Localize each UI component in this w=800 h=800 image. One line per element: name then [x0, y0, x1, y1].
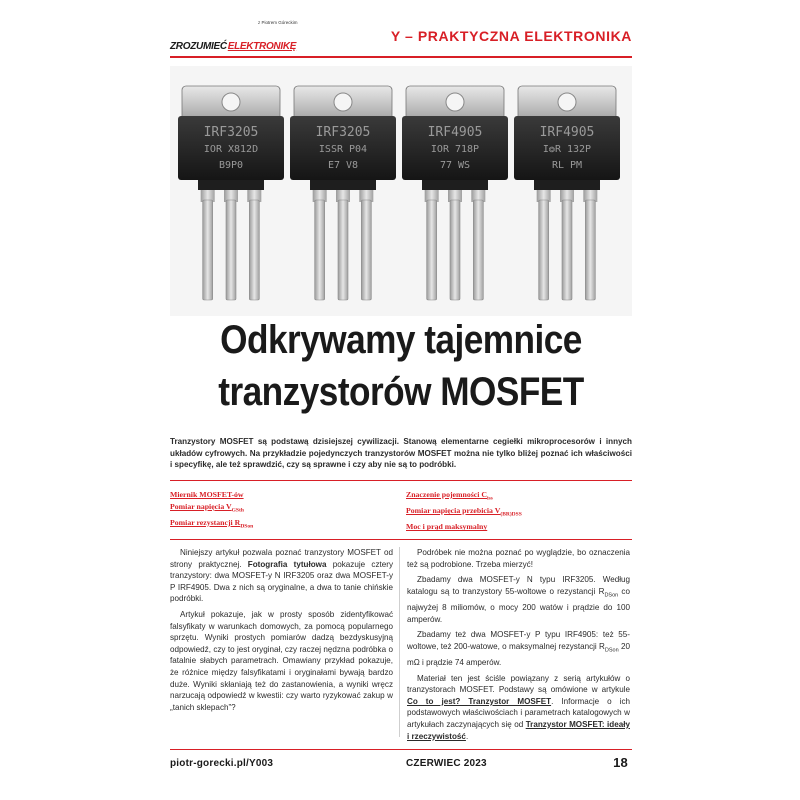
mounting-hole	[222, 93, 240, 111]
transistor-marking: I❂R 132P	[542, 144, 592, 155]
body-paragraph: Niniejszy artykuł pozwala poznać tranzystory MOSFET od strony praktycznej. Fotografia tytułowa pokazuje cztery tranzystory: dwa MOSFET-y N IRF3205 oraz dwa MOSFET-y P IRF4905. Dwa z nich są oryginalne, a dwa to tanie chińskie podróbki.	[170, 548, 393, 604]
footer-date: CZERWIEC 2023	[406, 758, 487, 769]
transistor-leg	[585, 200, 595, 300]
transistor-marking: IRF3205	[315, 125, 371, 140]
body-paragraph: Materiał ten jest ściśle powiązany z serią artykułów o tranzystorach MOSFET. Podstawy są omówione w artykule Co to jest? Tranzystor MOSFET. Informacje o ich podstawowych właściwościach i parametrach katalogowych w artykułach zaczynających się od Tranzystor MOSFET: ideały i rzeczywistość.	[407, 673, 631, 741]
transistor-marking: E7 V8	[327, 160, 359, 171]
transistor-marking: B9P0	[218, 160, 244, 171]
mounting-hole	[558, 93, 576, 111]
page-number: 18	[613, 755, 628, 770]
lead-paragraph: Tranzystory MOSFET są podstawą dzisiejszej cywilizacji. Stanową elementarne cegiełki mikroprocesorów i innych układów cyfrowych. Na przykładzie pojedynczych tranzystorów MOSFET można nie tylko bliżej poznać ich właściwości i specyfikę, ale też sprawdzić, czy są sprawne i czy aby nie są to podróbki.	[170, 437, 632, 470]
title-photo	[170, 66, 632, 316]
transistor-marking: IOR 718P	[430, 144, 480, 155]
body-left-column	[170, 547, 393, 717]
transistor-leg	[226, 200, 236, 300]
link-pomiar-vgsth[interactable]: Pomiar napięcia $V_{GSth}$	[170, 501, 244, 514]
title-line-2: tranzystorów MOSFET	[218, 370, 584, 414]
logo-part-1: ZROZUMIEĆ	[170, 41, 227, 52]
body-paragraph: Podróbek nie można poznać po wyglądzie, bo oznaczenia też są podrobione. Trzeba mierzyć!	[407, 548, 630, 569]
link-moc-prad[interactable]: Moc i prąd maksymalny	[406, 522, 488, 532]
logo-subtitle: z Piotrem Góreckim	[258, 20, 298, 25]
transistor-leg	[361, 200, 371, 300]
article-links-box	[170, 480, 632, 540]
transistor-leg	[249, 200, 259, 300]
mounting-hole	[446, 93, 464, 111]
section-title: Y – PRAKTYCZNA ELEKTRONIKA	[390, 28, 632, 44]
transistor-leg	[338, 200, 348, 300]
footer-url[interactable]: piotr-gorecki.pl/Y003	[170, 758, 274, 769]
logo-part-2: ELEKTRONIKĘ	[227, 41, 297, 52]
transistors-photo	[170, 66, 632, 316]
magazine-logo	[170, 22, 296, 52]
body-paragraph: Zbadamy dwa MOSFET-y N typu IRF3205. Według katalogu są to tranzystory 55-woltowe o rezystancji $R_{DSon}$ co najwyżej 8 miliomów, o mocy 200 watów i prądzie do 100 amperów.	[407, 575, 630, 624]
transistor-marking: 77 WS	[439, 160, 471, 171]
transistor-marking: IRF3205	[203, 125, 259, 140]
link-pomiar-rdson[interactable]: Pomiar rezystancji $R_{DSon}$	[170, 517, 254, 530]
link-napiecie-przebicia[interactable]: Pomiar napięcia przebicia $V_{(BR)DSS}$	[406, 506, 522, 518]
body-right-column	[407, 547, 630, 746]
links-right-column	[406, 489, 522, 533]
mounting-hole	[334, 93, 352, 111]
transistor-marking: IRF4905	[539, 125, 595, 140]
link-miernik[interactable]: Miernik MOSFET-ów	[170, 490, 244, 499]
footer-rule	[170, 749, 632, 750]
transistor-base	[422, 180, 488, 190]
body-paragraph: Artykuł pokazuje, jak w prosty sposób zidentyfikować falsyfikaty w warunkach domowych, za pomocą popularnego sprzętu. Wyniki prostych pomiarów dadzą bezdyskusyjną odpowiedź, czy to jest oryginał, czy raczej nędzna podróbka o fatalnie słabych parametrach. Omawiany przykład pokazuje, że różnice między falsyfikatami i oryginałami bywają bardzo duże. Wyniki skłaniają też do zastanowienia, a wyniki wręcz narzucają odpowiedź w kwestii: czy warto ryzykować zakup w „tanich sklepach”?	[170, 609, 393, 712]
transistor-leg	[539, 200, 549, 300]
transistor-marking: IOR X812D	[203, 144, 259, 155]
transistor-marking: RL PM	[551, 160, 583, 171]
page-footer	[170, 752, 632, 774]
transistor-leg	[203, 200, 213, 300]
transistor-leg	[473, 200, 483, 300]
link-co-to-jest[interactable]: Co to jest? Tranzystor MOSFET	[407, 696, 552, 706]
column-divider	[399, 547, 400, 737]
transistor-base	[310, 180, 376, 190]
transistor-leg	[562, 200, 572, 300]
article-title	[198, 314, 605, 418]
transistor-leg	[427, 200, 437, 300]
transistor-marking: ISSR P04	[318, 144, 368, 155]
transistor-leg	[315, 200, 325, 300]
link-idealy[interactable]: Tranzystor MOSFET: ideały i rzeczywistość	[407, 719, 630, 741]
transistor-base	[534, 180, 600, 190]
transistor-marking: IRF4905	[427, 125, 483, 140]
page-header	[170, 18, 632, 58]
links-left-column	[170, 489, 253, 533]
transistor-leg	[450, 200, 460, 300]
body-paragraph: Zbadamy też dwa MOSFET-y P typu IRF4905: też 55-woltowe, też 200-watowe, o maksymalnej rezystancji $R_{DSon}$ 20 mΩ i prądzie 74 amperów.	[407, 630, 630, 667]
title-line-1: Odkrywamy tajemnice	[220, 318, 582, 362]
transistor-base	[198, 180, 264, 190]
link-pojemnosc-ciss[interactable]: Znaczenie pojemności $C_{iss}$	[406, 490, 493, 502]
